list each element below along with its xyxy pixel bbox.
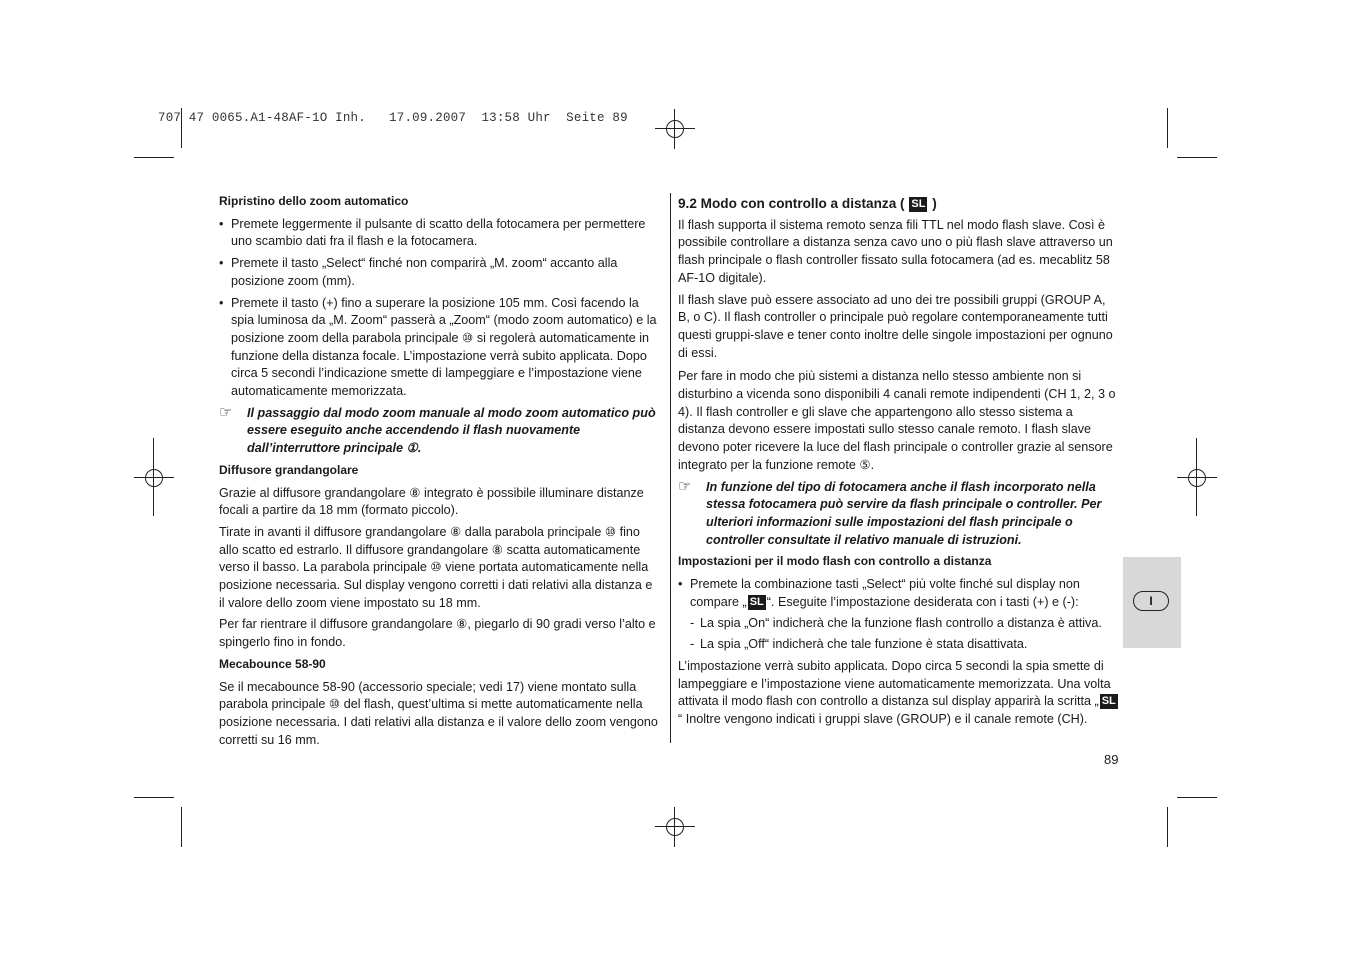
bullet-item: • Premete la combinazione tasti „Select“ più volte finché sul display non compare „ SL “. Eseguite l’impostazione desiderata con i tasti (+) e (-): (678, 577, 1080, 609)
page-number: 89 (1104, 752, 1119, 767)
crop-mark (1177, 157, 1217, 158)
note: ☞ Il passaggio dal modo zoom manuale al modo zoom automatico può essere eseguito anche accendendo il flash nuovamente dall’interruttore principale ①. (219, 403, 656, 456)
paragraph: Per fare in modo che più sistemi a distanza nello stesso ambiente non si disturbino a vicenda sono disponibili 4 canali remote indipendenti (CH 1, 2, 3 o 4). Il flash controller e gli slave che appartengono allo stesso sistema a distanza devono essere impostati sullo stesso canale remoto. I flash slave devono poter ricevere la luce del flash principale o controller grazie al sensore integrato per la funzione remote ⑤. (678, 369, 1116, 472)
crop-mark (1177, 797, 1217, 798)
sl-symbol: SL (749, 595, 764, 608)
crop-mark (134, 157, 174, 158)
print-header: 707 47 0065.A1-48AF-1O Inh. 17.09.2007 13:58 Uhr Seite 89 (158, 111, 628, 125)
paragraph: Se il mecabounce 58-90 (accessorio speciale; vedi 17) viene montato sulla parabola principale ⑩ del flash, quest’ultima si mette automaticamente nella posizione necessaria. I dati relativi alla distanza e il valore dello zoom vengono corretti su 16 mm. (219, 679, 658, 747)
sl-symbol: SL (911, 198, 926, 210)
bullet-item: • Premete il tasto (+) fino a superare la posizione 105 mm. Così facendo la spia luminosa da „M. Zoom“ passerà a „Zoom“ (modo zoom automatico) e la posizione zoom della parabola principale ⑩ si regolerà automaticamente in funzione della distanza focale. L’impostazione verrà subito applicata. Dopo circa 5 secondi l’indicazione smette di lampeggiare e l’impostazione viene automaticamente memorizzata. (219, 295, 657, 399)
paragraph: Il flash slave può essere associato ad uno dei tre possibili gruppi (GROUP A, B, o C). Il flash controller o principale può regolare contemporaneamente tutti questi gruppi-slave e tener conto inoltre delle singole impostazioni per ognuno di essi. (678, 292, 1113, 360)
registration-mark-top (655, 109, 695, 149)
paragraph: L’impostazione verrà subito applicata. Dopo circa 5 secondi la spia smette di lampeggiare e l’impostazione viene automaticamente memorizzata. Una volta attivata il modo flash con controllo a distanza sul display apparirà la scritta „ SL“ Inoltre vengono indicati i gruppi slave (GROUP) e il canale remote (CH). (678, 658, 1116, 726)
dash-item: - La spia „Off“ indicherà che tale funzione è stata disattivata. (690, 637, 1028, 652)
crop-mark (1167, 108, 1168, 148)
left-column (219, 193, 659, 753)
heading-zoom-reset: Ripristino dello zoom automatico (219, 194, 409, 208)
section-title: 9.2 Modo con controllo a distanza ( SL ) (678, 196, 937, 211)
column-divider (670, 193, 671, 743)
crop-mark (181, 807, 182, 847)
paragraph: Per far rientrare il diffusore grandangolare ⑧, piegarlo di 90 gradi verso l’alto e spingerlo fino in fondo. (219, 617, 656, 650)
right-column (678, 195, 1120, 733)
registration-mark-left (134, 458, 174, 498)
sl-symbol: SL (1101, 695, 1116, 708)
language-tab (1123, 557, 1181, 648)
bullet-item: • Premete il tasto „Select“ finché non comparirà „M. zoom“ accanto alla posizione zoom (mm). (219, 256, 618, 288)
paragraph: Il flash supporta il sistema remoto senza fili TTL nel modo flash slave. Così è possibile controllare a distanza senza cavo uno o più flash slave attraverso un flash principale o flash controller fissato sulla fotocamera (ad es. mecablitz 58 AF-1O digitale). (678, 217, 1113, 285)
paragraph: Tirate in avanti il diffusore grandangolare ⑧ dalla parabola principale ⑩ fino allo scatto ed estrarlo. Il diffusore grandangolare ⑧ scatta automaticamente verso il basso. La parabola principale ⑩ viene portata automaticamente nella posizione necessaria. Sul display vengono corretti i dati relativi alla distanza e il valore dello zoom viene impostato su 18 mm. (219, 524, 653, 610)
pointing-hand-icon: ☞ (678, 477, 692, 495)
heading-remote-settings: Impostazioni per il modo flash con controllo a distanza (678, 554, 992, 569)
heading-wide-diffuser: Diffusore grandangolare (219, 462, 359, 477)
registration-mark-bottom (655, 807, 695, 847)
dash-item: - La spia „On“ indicherà che la funzione flash controllo a distanza è attiva. (690, 616, 1102, 631)
crop-mark (134, 797, 174, 798)
bullet-item: • Premete leggermente il pulsante di scatto della fotocamera per permettere uno scambio dati fra il flash e la fotocamera. (219, 216, 646, 249)
heading-mecabounce: Mecabounce 58-90 (219, 656, 326, 671)
crop-mark (1167, 807, 1168, 847)
registration-mark-right (1177, 458, 1217, 498)
language-tab-label: I (1133, 591, 1169, 611)
note: ☞ In funzione del tipo di fotocamera anche il flash incorporato nella stessa fotocamera può servire da flash principale o controller. Per ulteriori informazioni sulle impostazioni del flash principale o controller consultate il relativo manuale di istruzioni. (678, 477, 1102, 547)
pointing-hand-icon: ☞ (219, 403, 233, 421)
paragraph: Grazie al diffusore grandangolare ⑧ integrato è possibile illuminare distanze focali a partire da 18 mm (formato piccolo). (219, 485, 644, 518)
